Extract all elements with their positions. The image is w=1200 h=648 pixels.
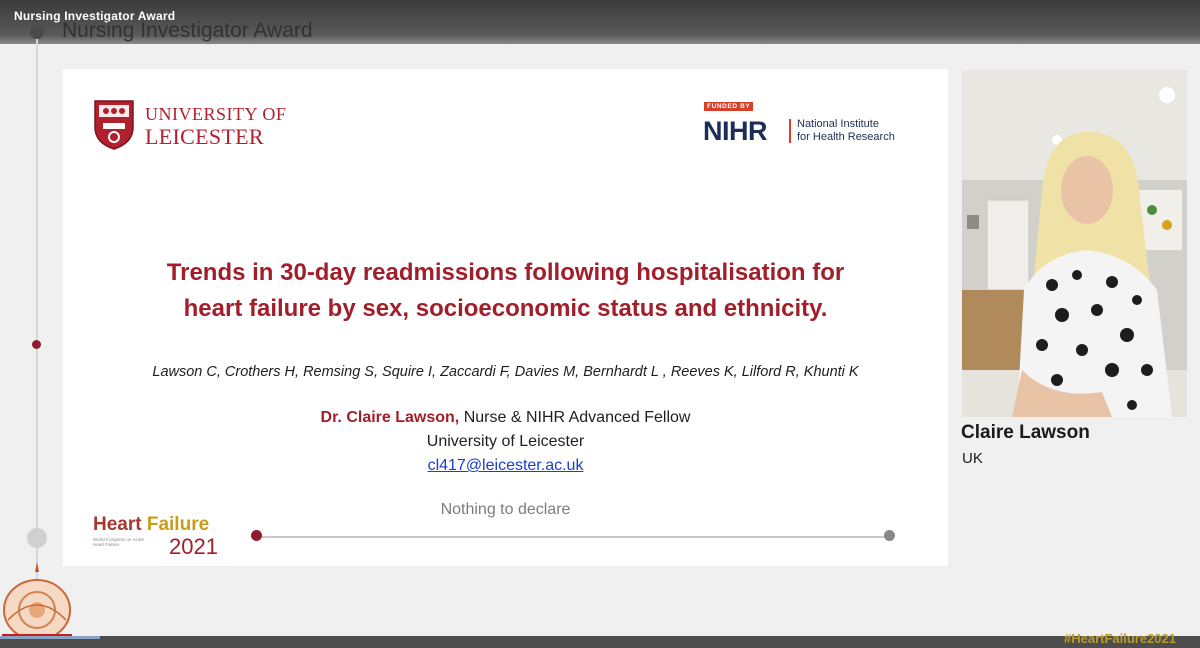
nihr-divider [789,119,791,143]
declaration: Nothing to declare [440,501,571,518]
presentation-slide [63,69,948,566]
nihr-sub-line2: for Health Research [797,131,895,143]
nihr-funded-badge: FUNDED BY [704,102,753,111]
speaker-video-frame [962,70,1187,417]
hf-year: 2021 [169,534,218,559]
nihr-logo [703,102,913,147]
ornament-icon [2,560,72,638]
slide-progress-end-dot [884,530,895,541]
slide-title [83,255,928,327]
timeline-dot-current[interactable] [32,340,41,349]
speaker-name: Claire Lawson [961,422,1090,443]
presenter-role: Nurse & NIHR Advanced Fellow [459,409,691,426]
timeline-dot-top[interactable] [30,25,44,39]
event-hashtag: #HeartFailure2021 [1063,631,1176,646]
speaker-country: UK [962,450,983,467]
hf-subtitle: World Congress on Acute Heart Failure [93,537,144,547]
session-title: Nursing Investigator Award [62,19,313,42]
playback-progress[interactable] [0,636,100,639]
university-line2: LEICESTER [145,124,264,149]
top-bar-title: Nursing Investigator Award [14,9,176,23]
presenter-name: Dr. Claire Lawson, [320,409,460,426]
nihr-sub-line1: National Institute [797,118,879,130]
heart-failure-2021-logo [93,514,238,559]
university-shield-icon [93,99,135,151]
bottom-bar [0,631,1200,648]
university-line1: UNIVERSITY OF [145,104,287,124]
timeline-line [36,30,38,595]
presenter-block [83,406,928,478]
hf-word-heart: Heart [93,514,142,535]
affiliation: University of Leicester [426,433,585,450]
slide-progress-start-dot [251,530,262,541]
slide-title-line2: heart failure by sex, socioeconomic status and ethnicity. [183,295,828,322]
timeline-dot-bottom[interactable] [27,528,47,548]
hf-word-failure: Failure [146,514,210,535]
author-list: Lawson C, Crothers H, Remsing S, Squire I, Zaccardi F, Davies M, Bernhardt L , Reeves K, Lilford R, Khunti K [152,364,859,380]
university-of-leicester-logo [93,99,293,154]
speaker-video [962,70,1187,417]
slide-title-line1: Trends in 30-day readmissions following hospitalisation for [166,259,845,286]
nihr-wordmark: NIHR [703,116,767,146]
email-link[interactable]: cl417@leicester.ac.uk [427,457,584,474]
slide-progress-track [257,536,889,538]
